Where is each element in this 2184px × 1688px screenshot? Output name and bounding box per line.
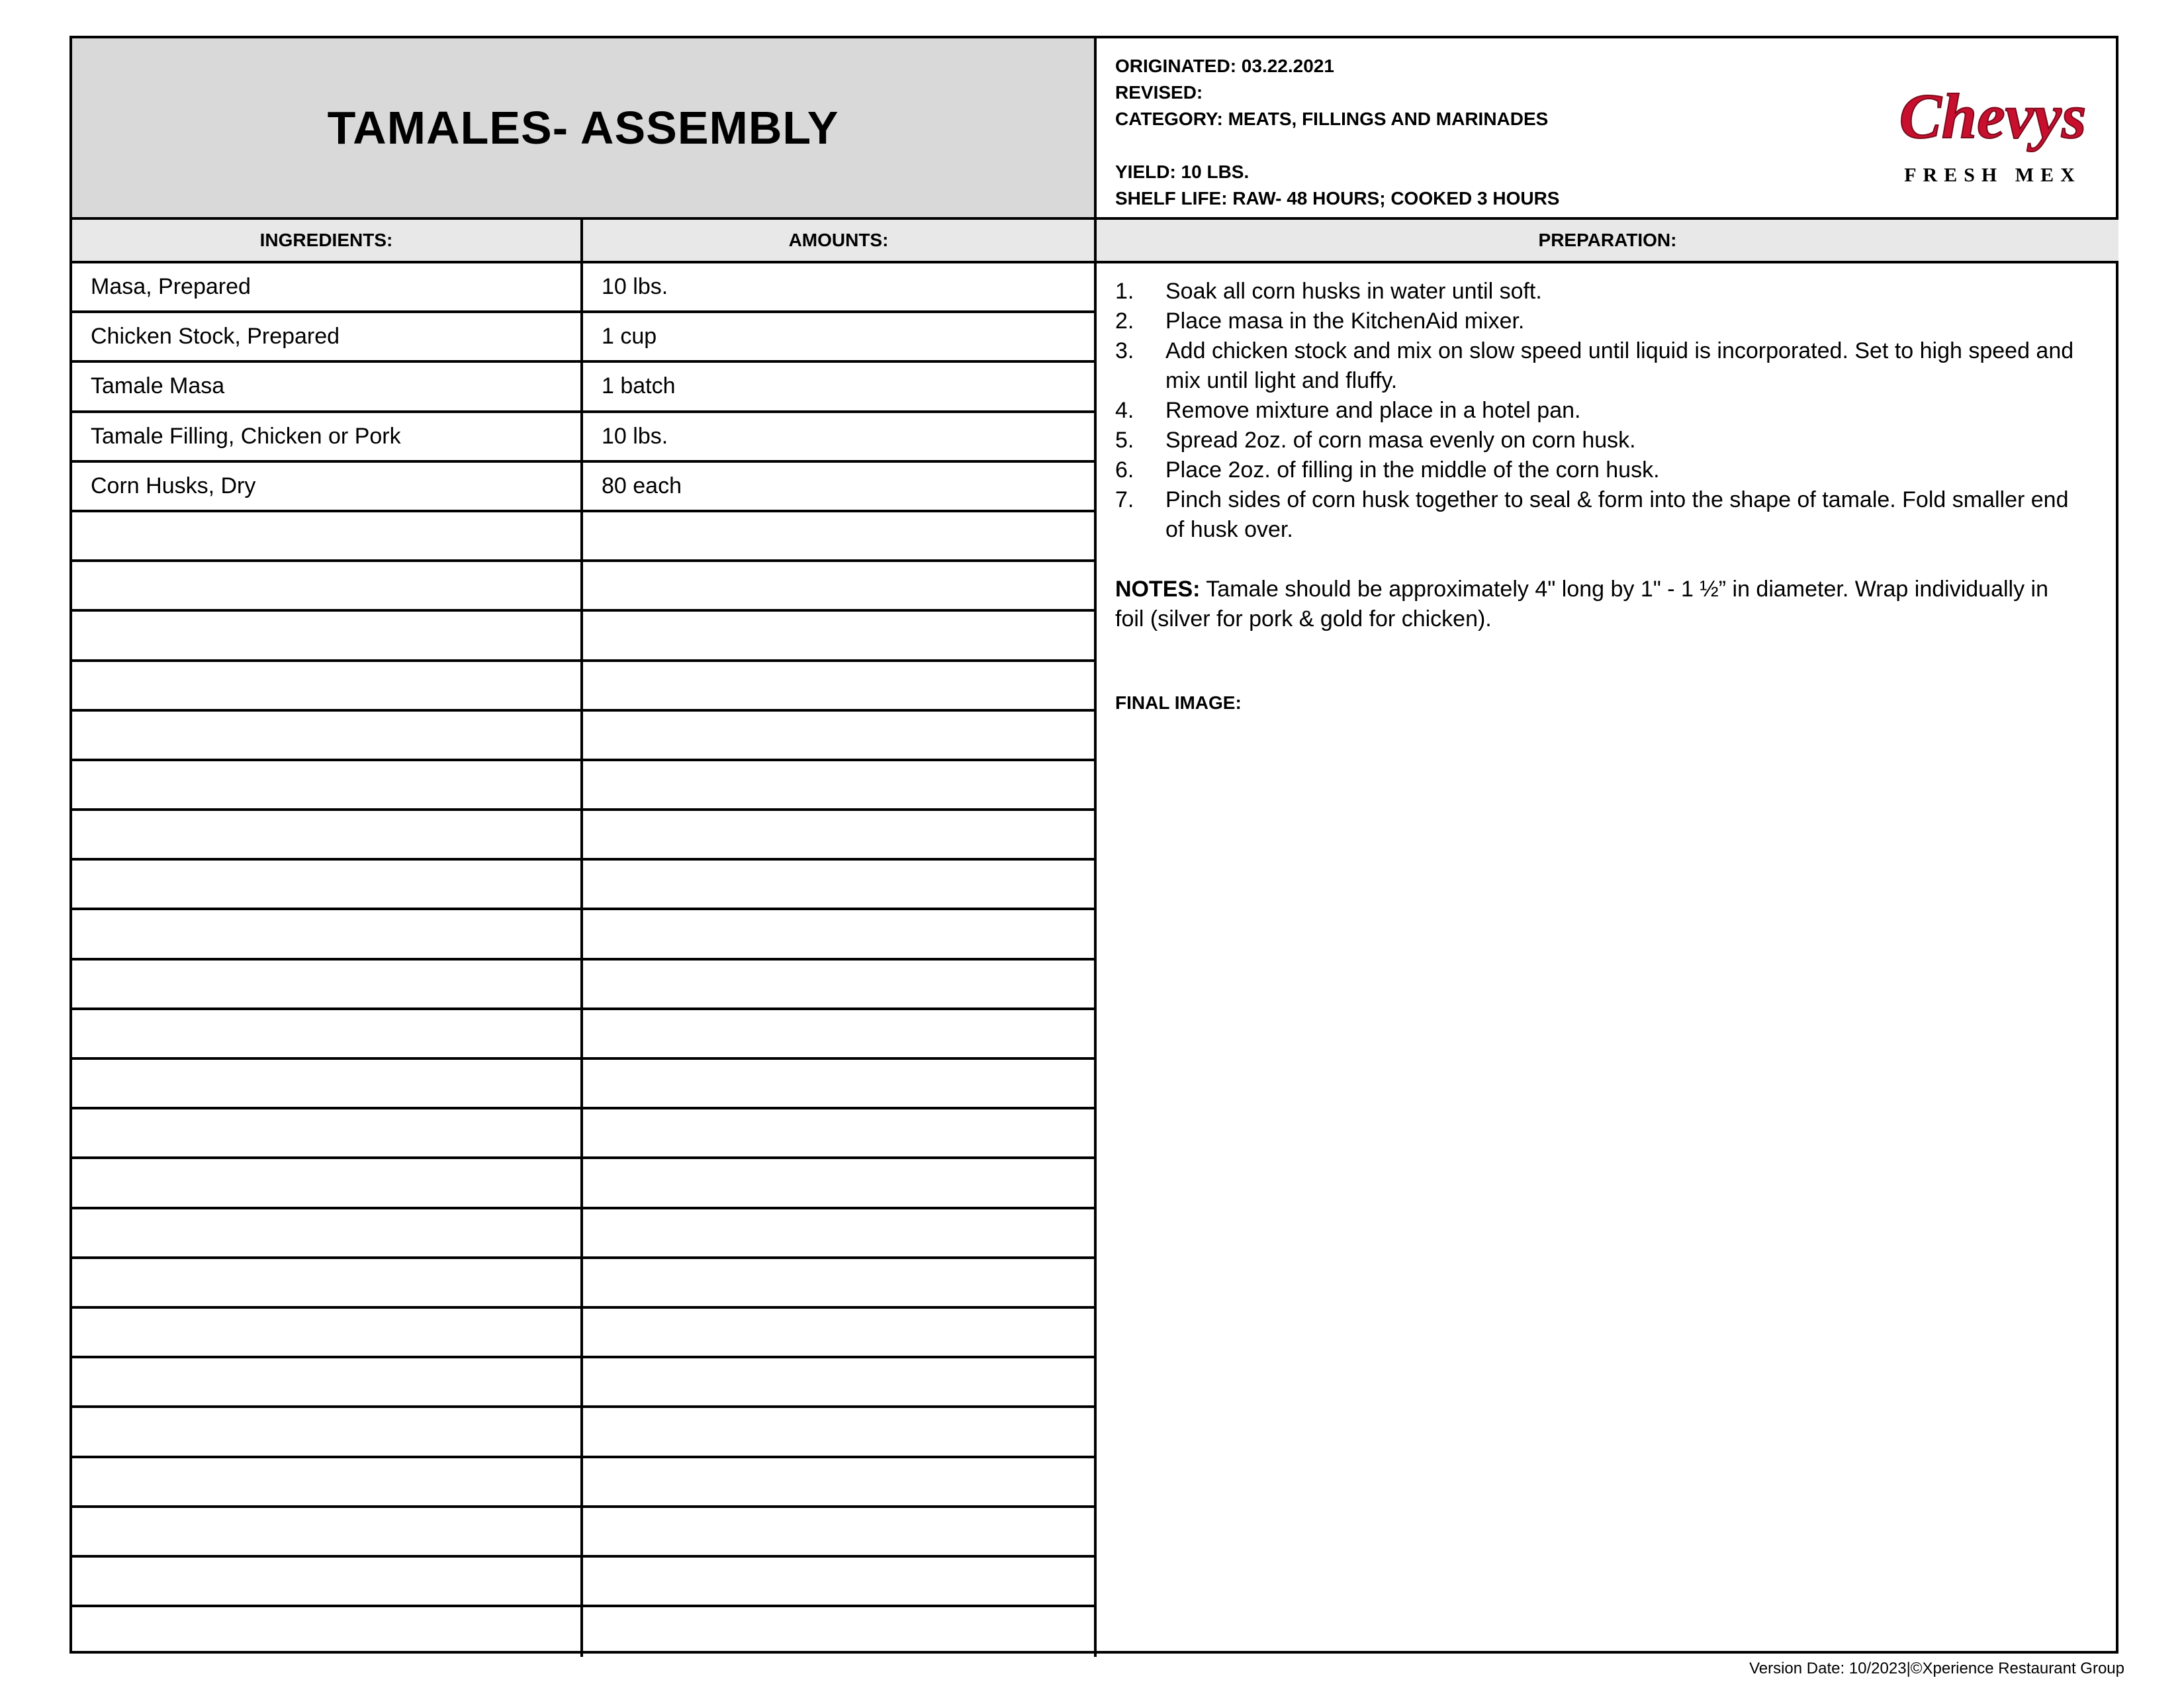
table-row	[72, 512, 1097, 562]
ingredient-name	[72, 662, 583, 709]
ingredient-amount: 80 each	[583, 463, 1097, 510]
step-text: Pinch sides of corn husk together to seal & form into the shape of tamale. Fold smaller end of husk over.	[1165, 487, 2069, 542]
step-number: 3.	[1115, 338, 1134, 363]
table-row	[72, 1259, 1097, 1309]
ingredient-amount	[583, 1607, 1097, 1657]
ingredient-amount	[583, 1060, 1097, 1107]
ingredient-amount	[583, 1558, 1097, 1605]
ingredient-name: Chicken Stock, Prepared	[72, 313, 583, 360]
table-row	[72, 612, 1097, 661]
ingredient-amount	[583, 1508, 1097, 1555]
table-row	[72, 1508, 1097, 1558]
table-row	[72, 1309, 1097, 1358]
table-row	[72, 1209, 1097, 1259]
yield: YIELD: 10 LBS.	[1115, 162, 1250, 182]
ingredients-table	[72, 263, 1097, 1657]
table-row	[72, 910, 1097, 960]
ingredient-name	[72, 1209, 583, 1256]
notes	[1115, 575, 2100, 634]
ingredient-name	[72, 562, 583, 609]
logo-tagline: FRESH MEX	[1904, 164, 2081, 186]
ingredient-amount	[583, 1109, 1097, 1156]
ingredient-amount	[583, 712, 1097, 759]
ingredient-amount	[583, 811, 1097, 858]
step-text: Soak all corn husks in water until soft.	[1165, 279, 1542, 304]
shelf-life: SHELF LIFE: RAW- 48 HOURS; COOKED 3 HOURS	[1115, 188, 1560, 209]
ingredient-name: Tamale Filling, Chicken or Pork	[72, 413, 583, 460]
table-row	[72, 1607, 1097, 1657]
ingredient-name	[72, 1309, 583, 1356]
ingredient-amount: 10 lbs.	[583, 263, 1097, 310]
ingredient-amount	[583, 761, 1097, 808]
ingredient-amount	[583, 662, 1097, 709]
ingredient-name	[72, 910, 583, 957]
final-image-label: FINAL IMAGE:	[1115, 692, 1242, 713]
list-item	[1115, 485, 2100, 545]
recipe-sheet	[69, 36, 2118, 1654]
ingredient-amount	[583, 1159, 1097, 1206]
revised-date: REVISED:	[1115, 82, 1203, 103]
ingredient-amount	[583, 612, 1097, 659]
title-cell	[72, 38, 1097, 217]
list-item	[1115, 336, 2100, 396]
table-row	[72, 1010, 1097, 1060]
table-row	[72, 861, 1097, 910]
table-row	[72, 1458, 1097, 1508]
step-text: Place masa in the KitchenAid mixer.	[1165, 308, 1525, 334]
ingredient-amount	[583, 1408, 1097, 1455]
preparation-panel	[1097, 263, 2118, 1651]
step-number: 2.	[1115, 308, 1134, 334]
table-row	[72, 1358, 1097, 1408]
preparation-steps	[1115, 277, 2100, 545]
ingredient-name	[72, 1358, 583, 1405]
ingredient-amount	[583, 512, 1097, 559]
notes-label: NOTES:	[1115, 577, 1201, 602]
list-item	[1115, 306, 2100, 336]
ingredient-name	[72, 1259, 583, 1306]
ingredient-name	[72, 712, 583, 759]
ingredient-amount: 10 lbs.	[583, 413, 1097, 460]
table-row	[72, 413, 1097, 463]
table-row	[72, 961, 1097, 1010]
ingredient-amount	[583, 910, 1097, 957]
ingredient-name	[72, 1558, 583, 1605]
preparation-header: PREPARATION:	[1538, 230, 1677, 250]
table-row	[72, 761, 1097, 811]
table-row	[72, 662, 1097, 712]
ingredients-header: INGREDIENTS:	[72, 220, 583, 261]
table-row	[72, 562, 1097, 612]
ingredient-amount	[583, 1358, 1097, 1405]
ingredient-amount	[583, 1010, 1097, 1057]
recipe-meta	[1097, 38, 2118, 217]
step-number: 7.	[1115, 487, 1134, 512]
step-number: 5.	[1115, 428, 1134, 453]
table-row	[72, 712, 1097, 761]
ingredient-name	[72, 612, 583, 659]
logo-wordmark: Chevys	[1899, 81, 2087, 152]
step-number: 1.	[1115, 279, 1134, 304]
ingredient-name	[72, 961, 583, 1008]
step-text: Remove mixture and place in a hotel pan.	[1165, 398, 1581, 423]
ingredient-name	[72, 1010, 583, 1057]
ingredient-name: Tamale Masa	[72, 363, 583, 410]
table-row	[72, 1558, 1097, 1607]
step-text: Spread 2oz. of corn masa evenly on corn husk.	[1165, 428, 1636, 453]
ingredient-name	[72, 1060, 583, 1107]
table-row	[72, 263, 1097, 313]
table-row	[72, 363, 1097, 412]
step-text: Place 2oz. of filling in the middle of the corn husk.	[1165, 457, 1660, 483]
ingredient-name	[72, 861, 583, 908]
originated-date: ORIGINATED: 03.22.2021	[1115, 56, 1334, 76]
ingredient-amount: 1 cup	[583, 313, 1097, 360]
ingredient-amount	[583, 961, 1097, 1008]
table-row	[72, 1109, 1097, 1159]
ingredient-name	[72, 1508, 583, 1555]
table-row	[72, 1408, 1097, 1458]
category: CATEGORY: MEATS, FILLINGS AND MARINADES	[1115, 109, 1549, 129]
ingredient-amount	[583, 1259, 1097, 1306]
notes-text: Tamale should be approximately 4" long by 1" - 1 ½” in diameter. Wrap individually in foil (silver for pork & gold for chicken).	[1115, 577, 2049, 632]
list-item	[1115, 426, 2100, 455]
ingredient-name	[72, 1458, 583, 1505]
table-row	[72, 313, 1097, 363]
ingredient-amount	[583, 1309, 1097, 1356]
ingredient-name	[72, 1408, 583, 1455]
ingredient-name	[72, 1607, 583, 1657]
version-footer: Version Date: 10/2023|©Xperience Restaurant Group	[1749, 1660, 2124, 1677]
ingredient-name: Masa, Prepared	[72, 263, 583, 310]
ingredient-name	[72, 512, 583, 559]
recipe-title: TAMALES- ASSEMBLY	[327, 102, 839, 154]
ingredient-amount: 1 batch	[583, 363, 1097, 410]
ingredient-name	[72, 1109, 583, 1156]
ingredient-name	[72, 1159, 583, 1206]
step-number: 6.	[1115, 457, 1134, 483]
chevys-logo	[1893, 65, 2092, 191]
ingredient-amount	[583, 1458, 1097, 1505]
step-text: Add chicken stock and mix on slow speed until liquid is incorporated. Set to high speed and mix until light and fluffy.	[1165, 338, 2074, 393]
list-item	[1115, 277, 2100, 306]
table-row	[72, 811, 1097, 861]
amounts-header: AMOUNTS:	[583, 220, 1097, 261]
ingredient-name	[72, 811, 583, 858]
ingredient-amount	[583, 861, 1097, 908]
ingredient-name	[72, 761, 583, 808]
table-row	[72, 1159, 1097, 1209]
step-number: 4.	[1115, 398, 1134, 423]
ingredient-name: Corn Husks, Dry	[72, 463, 583, 510]
list-item	[1115, 396, 2100, 426]
table-row	[72, 463, 1097, 512]
ingredient-amount	[583, 562, 1097, 609]
table-row	[72, 1060, 1097, 1109]
list-item	[1115, 455, 2100, 485]
column-header-row	[72, 220, 2118, 263]
ingredient-amount	[583, 1209, 1097, 1256]
